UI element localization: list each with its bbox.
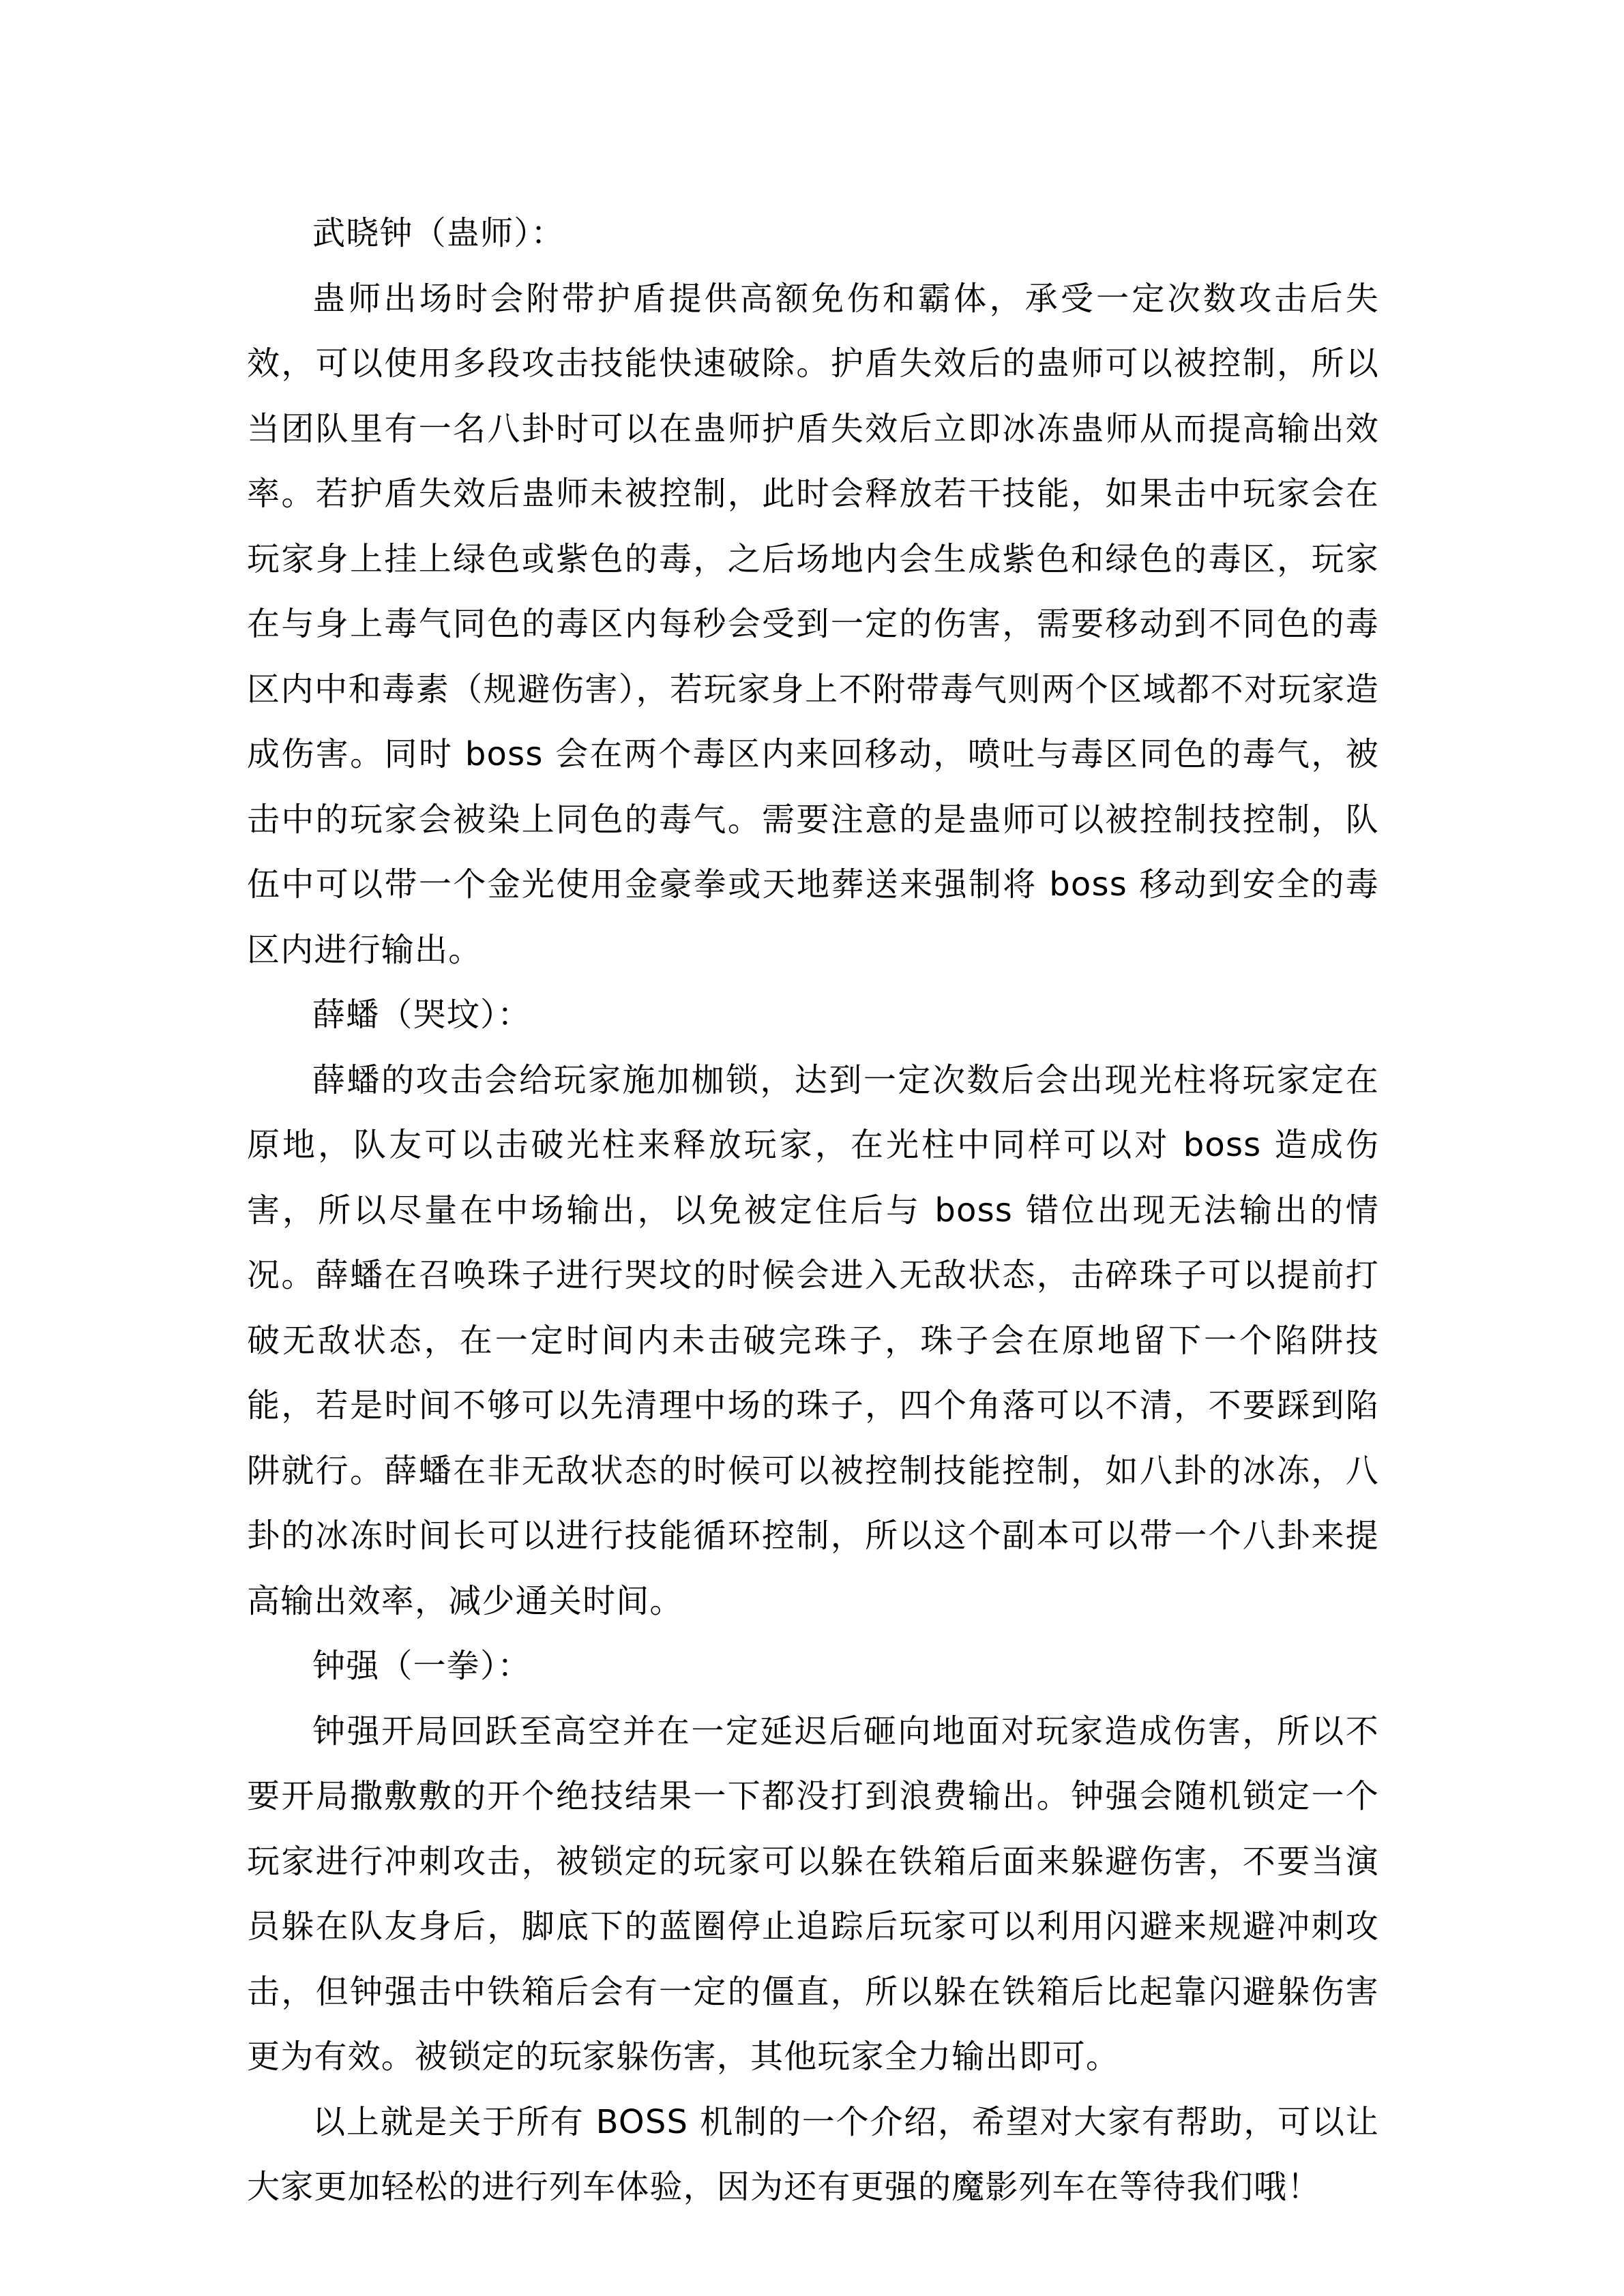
section-body-xuepan: 薛蟠的攻击会给玩家施加枷锁，达到一定次数后会出现光柱将玩家定在原地，队友可以击破光柱来释放玩家，在光柱中同样可以对 boss 造成伤害，所以尽量在中场输出，以免被定住后与 boss 错位出现无法输出的情况。薛蟠在召唤珠子进行哭坟的时候会进入无敌状态，击碎珠子可以提前打破无敌状态，在一定时间内未击破完珠子，珠子会在原地留下一个陷阱技能，若是时间不够可以先清理中场的珠子，四个角落可以不清，不要踩到陷阱就行。薛蟠在非无敌状态的时候可以被控制技能控制，如八卦的冰冻，八卦的冰冻时间长可以进行技能循环控制，所以这个副本可以带一个八卦来提高输出效率，减少通关时间。 xyxy=(247,1060,1379,1620)
section-body-gushi: 蛊师出场时会附带护盾提供高额免伤和霸体，承受一定次数攻击后失效，可以使用多段攻击技能快速破除。护盾失效后的蛊师可以被控制，所以当团队里有一名八卦时可以在蛊师护盾失效后立即冰冻蛊师从而提高输出效率。若护盾失效后蛊师未被控制，此时会释放若干技能，如果击中玩家会在玩家身上挂上绿色或紫色的毒，之后场地内会生成紫色和绿色的毒区，玩家在与身上毒气同色的毒区内每秒会受到一定的伤害，需要移动到不同色的毒区内中和毒素（规避伤害），若玩家身上不附带毒气则两个区域都不对玩家造成伤害。同时 boss 会在两个毒区内来回移动，喷吐与毒区同色的毒气，被击中的玩家会被染上同色的毒气。需要注意的是蛊师可以被控制技控制，队伍中可以带一个金光使用金豪拳或天地葬送来强制将 boss 移动到安全的毒区内进行输出。 xyxy=(247,279,1379,969)
section-heading-zhongqiang: 钟强（一拳）： xyxy=(312,1647,531,1685)
section-heading-xuepan: 薛蟠（哭坟）： xyxy=(312,996,531,1034)
closing-paragraph: 以上就是关于所有 BOSS 机制的一个介绍，希望对大家有帮助，可以让大家更加轻松的进行列车体验，因为还有更强的魔影列车在等待我们哦！ xyxy=(247,2102,1379,2206)
section-body-zhongqiang: 钟强开局回跃至高空并在一定延迟后砸向地面对玩家造成伤害，所以不要开局撒敷敷的开个绝技结果一下都没打到浪费输出。钟强会随机锁定一个玩家进行冲刺攻击，被锁定的玩家可以躲在铁箱后面来躲避伤害，不要当演员躲在队友身后，脚底下的蓝圈停止追踪后玩家可以利用闪避来规避冲刺攻击，但钟强击中铁箱后会有一定的僵直，所以躲在铁箱后比起靠闪避躲伤害更为有效。被锁定的玩家躲伤害，其他玩家全力输出即可。 xyxy=(247,1712,1379,2076)
document-body xyxy=(247,201,1379,2220)
section-heading-gushi: 武晓钟（蛊师）： xyxy=(312,214,565,252)
